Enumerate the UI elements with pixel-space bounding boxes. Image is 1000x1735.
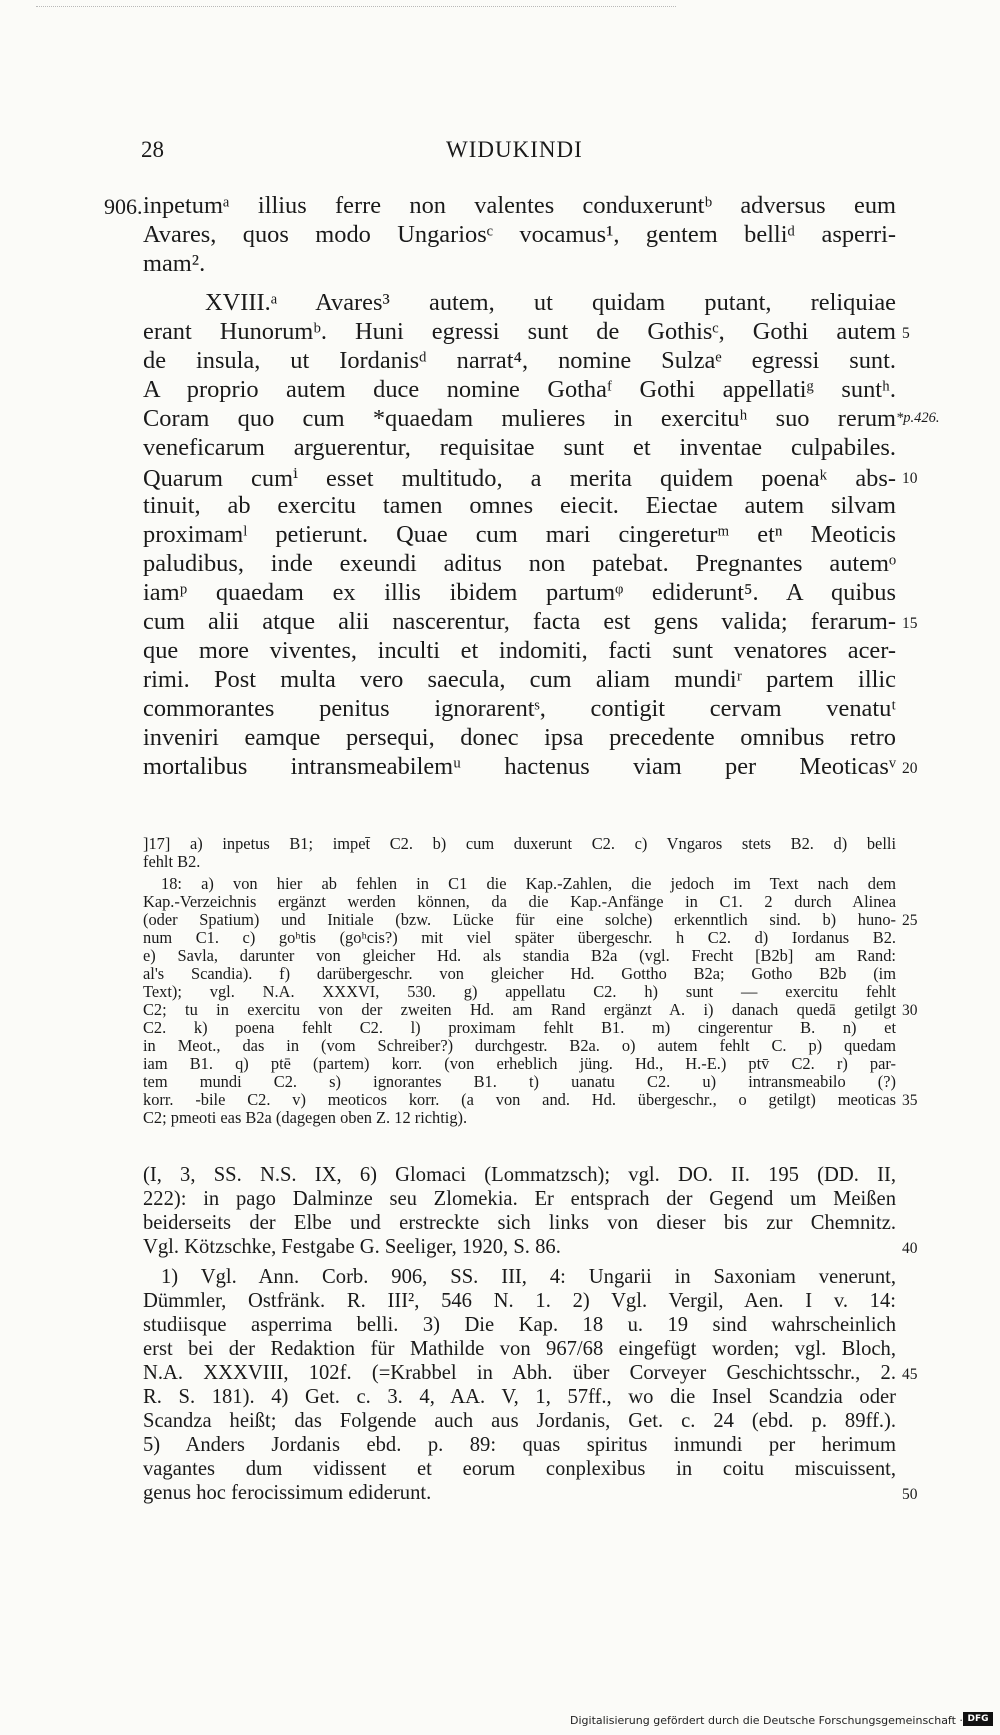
text-line: de insula, ut Iordanisᵈ narrat⁴, nomine Sulzaᵉ egressi sunt. [143, 347, 896, 374]
line-number: 30 [902, 1002, 918, 1019]
line-number: 40 [902, 1240, 918, 1257]
apparatus-line: in Meot., das in (vom Schreiber?) durchgestr. B2a. o) autem fehlt C. p) quedam [143, 1036, 896, 1055]
line-number: 10 [902, 470, 918, 487]
text-line: veneficarum arguerentur, requisitae sunt et inventae culpabiles. [143, 434, 896, 461]
text-line: Avares, quos modo Ungariosᶜ vocamus¹, gentem belliᵈ asperri- [143, 221, 896, 248]
line-number: 5 [902, 325, 910, 342]
apparatus-line: C2; tu in exercitu von der zweiten Hd. am Rand ergänzt A. i) danach quedā getilgt [143, 1000, 896, 1019]
apparatus-line: fehlt B2. [143, 852, 201, 871]
apparatus-line: C2; pmeoti eas B2a (dagegen oben Z. 12 richtig). [143, 1108, 468, 1127]
note-line: Scandza heißt; das Folgende auch aus Jordanis, Get. c. 24 (ebd. p. 89ff.). [143, 1410, 896, 1432]
apparatus-line: iam B1. q) ptē (partem) korr. (von erheblich jüng. Hd., H.-E.) ptv̄ C2. r) par- [143, 1054, 896, 1073]
running-title: WIDUKINDI [446, 137, 583, 162]
apparatus-line: Kap.-Verzeichnis ergänzt werden können, da die Kap.-Anfänge in C1. 2 durch Alinea [143, 892, 896, 911]
apparatus-line: tem mundi C2. s) ignorantes B1. t) uanatu C2. u) intransmeabilo (?) [143, 1072, 896, 1091]
note-line: vagantes dum vidissent et eorum conplexibus in coitu miscuissent, [143, 1458, 896, 1480]
note-line: 5) Anders Jordanis ebd. p. 89: quas spiritus inmundi per herimum [143, 1434, 896, 1456]
page-number: 28 [141, 137, 164, 162]
note-line: 222): in pago Dalminze seu Zlomekia. Er entsprach der Gegend um Meißen [143, 1188, 896, 1210]
note-line: studiisque asperrima belli. 3) Die Kap. 18 u. 19 sind wahrscheinlich [143, 1314, 896, 1336]
margin-page-ref: *p.426. [896, 410, 940, 426]
text-line: paludibus, inde exeundi aditus non patebat. Pregnantes autemᵒ [143, 550, 896, 577]
text-line: proximamˡ petierunt. Quae cum mari cingereturᵐ etⁿ Meoticis [143, 521, 896, 548]
dfg-logo: DFG [963, 1712, 993, 1726]
apparatus-line: korr. -bile C2. v) meoticos korr. (a von and. Hd. übergeschr., o getilgt) meoticas [143, 1090, 896, 1109]
line-number: 45 [902, 1366, 918, 1383]
text-line: iamᵖ quaedam ex illis ibidem partumᵠ ediderunt⁵. A quibus [143, 579, 896, 606]
apparatus-line: (oder Spatium) und Initiale (bzw. Lücke für eine solche) erkenntlich sind. b) huno- [143, 910, 896, 929]
text-line: inveniri eamque persequi, donec ipsa precedente omnibus retro [143, 724, 896, 751]
top-edge-line [36, 6, 676, 8]
text-line: rimi. Post multa vero saecula, cum aliam mundiʳ partem illic [143, 666, 896, 693]
margin-year: 906. [104, 194, 143, 219]
text-line: mortalibus intransmeabilemᵘ hactenus viam per Meoticasᵛ [143, 753, 896, 780]
text-line: Coram quo cum *quaedam mulieres in exercituʰ suo rerum [143, 405, 896, 432]
text-line: commorantes penitus ignorarentˢ, contigit cervam venatuᵗ [143, 695, 896, 722]
text-line: A proprio autem duce nomine Gothaᶠ Gothi appellatiᵍ suntʰ. [143, 376, 896, 403]
digitization-credit: Digitalisierung gefördert durch die Deutsche Forschungsgemeinschaft · [570, 1714, 963, 1727]
chapter-heading-line: XVIII.ᵃ Avares³ autem, ut quidam putant, reliquiae [205, 289, 896, 316]
note-line: genus hoc ferocissimum ediderunt. [143, 1482, 432, 1504]
line-number: 35 [902, 1092, 918, 1109]
text-line: que more viventes, inculti et indomiti, facti sunt venatores acer- [143, 637, 896, 664]
note-line: N.A. XXXVIII, 102f. (=Krabbel in Abh. über Corveyer Geschichtsschr., 2. [143, 1362, 896, 1384]
apparatus-line: ]17] a) inpetus B1; impet̄ C2. b) cum duxerunt C2. c) Vngaros stets B2. d) belli [143, 834, 896, 853]
line-number: 25 [902, 912, 918, 929]
apparatus-line: e) Savla, darunter von gleicher Hd. als standia B2a (vgl. Frecht [B2b] am Rand: [143, 946, 896, 965]
note-line: Dümmler, Ostfränk. R. III², 546 N. 1. 2) Vgl. Vergil, Aen. I v. 14: [143, 1290, 896, 1312]
apparatus-line: 18: a) von hier ab fehlen in C1 die Kap.-Zahlen, die jedoch im Text nach dem [161, 874, 896, 893]
line-number: 15 [902, 615, 918, 632]
note-line: R. S. 181). 4) Get. c. 3. 4, AA. V, 1, 57ff., wo die Insel Scandzia oder [143, 1386, 896, 1408]
note-line: 1) Vgl. Ann. Corb. 906, SS. III, 4: Ungarii in Saxoniam venerunt, [161, 1266, 896, 1288]
text-line: Quarum cumⁱ esset multitudo, a merita quidem poenaᵏ abs- [143, 465, 896, 492]
text-line: mam². [143, 250, 206, 277]
text-line: inpetumᵃ illius ferre non valentes conduxeruntᵇ adversus eum [143, 192, 896, 219]
note-line: beiderseits der Elbe und erstreckte sich links von dieser bis zur Chemnitz. [143, 1212, 896, 1234]
text-line: erant Hunorumᵇ. Huni egressi sunt de Gothisᶜ, Gothi autem [143, 318, 896, 345]
apparatus-line: C2. k) poena fehlt C2. l) proximam fehlt B1. m) cingerentur B. n) et [143, 1018, 896, 1037]
line-number: 20 [902, 760, 918, 777]
text-line: tinuit, ab exercitu tamen omnes eiecit. Eiectae autem silvam [143, 492, 896, 519]
text-line: cum alii atque alii nascerentur, facta est gens valida; ferarum- [143, 608, 896, 635]
note-line: (I, 3, SS. N.S. IX, 6) Glomaci (Lommatzsch); vgl. DO. II. 195 (DD. II, [143, 1164, 896, 1186]
note-line: erst bei der Redaktion für Mathilde von 967/68 eingefügt worden; vgl. Bloch, [143, 1338, 896, 1360]
line-number: 50 [902, 1486, 918, 1503]
note-line: Vgl. Kötzschke, Festgabe G. Seeliger, 1920, S. 86. [143, 1236, 561, 1258]
apparatus-line: Text); vgl. N.A. XXXVI, 530. g) appellatu C2. h) sunt — exercitu fehlt [143, 982, 896, 1001]
apparatus-line: al's Scandia). f) darübergeschr. von gleicher Hd. Gottho B2a; Gotho B2b (im [143, 964, 896, 983]
apparatus-line: num C1. c) goʰtis (goʰcis?) mit viel später übergeschr. h C2. d) Iordanus B2. [143, 928, 896, 947]
